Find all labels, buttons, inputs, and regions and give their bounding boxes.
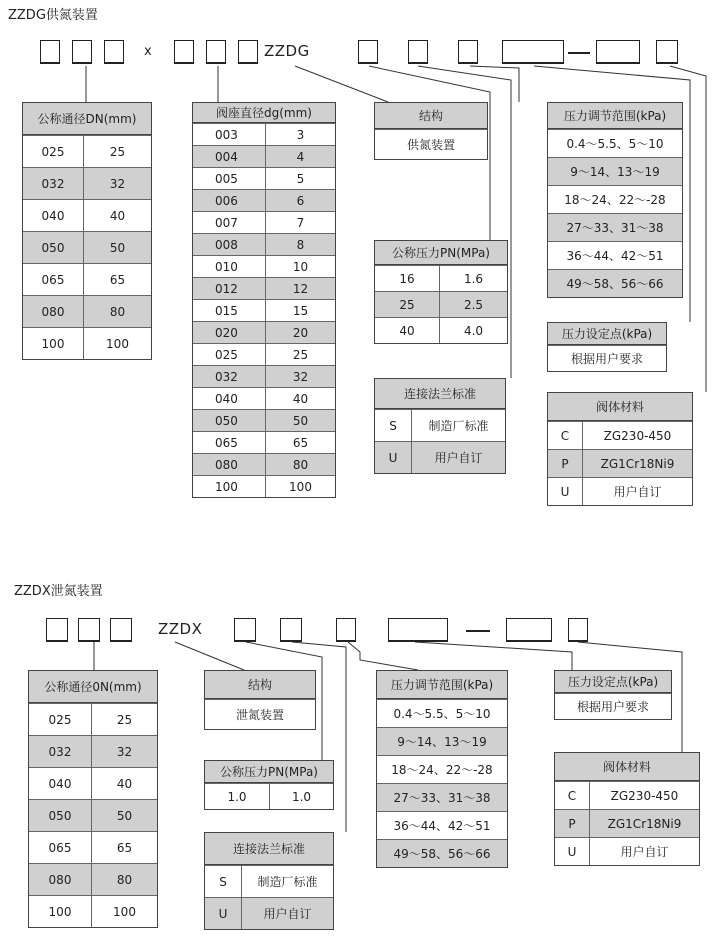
table-cell: 050 xyxy=(48,808,72,823)
table-cell: 供氮装置 xyxy=(406,138,455,152)
table-cell: 65 xyxy=(265,432,335,453)
dn-table xyxy=(28,670,158,928)
table-cell: S xyxy=(389,418,397,433)
table-cell: U xyxy=(560,484,570,499)
table-cell: U xyxy=(388,450,398,465)
table-cell: 27～33、31～38 xyxy=(393,791,491,805)
table-row xyxy=(23,135,151,167)
table-cell: 0.4～5.5、5～10 xyxy=(393,707,491,721)
table-cell: 25 xyxy=(91,704,157,735)
table-cell: 025 xyxy=(215,347,238,362)
table-row xyxy=(193,255,335,277)
table-cell: C xyxy=(567,788,577,803)
table-cell: 用户自订 xyxy=(241,898,333,929)
range-table-header: 压力调节范围(kPa) xyxy=(548,103,682,129)
table-cell: 0.4～5.5、5～10 xyxy=(566,137,664,151)
table-cell: 020 xyxy=(215,325,238,340)
table-cell: 制造厂标准 xyxy=(411,410,505,441)
code-box-wide xyxy=(596,40,640,64)
table-row xyxy=(377,727,507,755)
table-cell: 10 xyxy=(265,256,335,277)
table-row xyxy=(29,799,157,831)
table-cell: 18～24、22～-28 xyxy=(564,193,666,207)
code-box xyxy=(110,618,132,642)
table-cell: 032 xyxy=(215,369,238,384)
table-cell: 用户自订 xyxy=(411,442,505,473)
table-row xyxy=(193,167,335,189)
table-cell: 16 xyxy=(399,271,415,286)
table-row xyxy=(205,897,333,929)
table-row xyxy=(548,213,682,241)
code-box-wide xyxy=(506,618,552,642)
table-row xyxy=(548,477,692,505)
table-cell: 065 xyxy=(215,435,238,450)
table-cell: 制造厂标准 xyxy=(241,866,333,897)
table-cell: 50 xyxy=(83,232,151,263)
table-cell: 008 xyxy=(215,237,238,252)
table-cell: 65 xyxy=(83,264,151,295)
struct-table xyxy=(374,102,488,160)
table-cell: 36～44、42～51 xyxy=(566,249,664,263)
code-box xyxy=(458,40,478,64)
table-cell: 40 xyxy=(265,388,335,409)
flange-table xyxy=(204,832,334,930)
table-cell: 15 xyxy=(265,300,335,321)
table-cell: ZG230-450 xyxy=(589,782,699,809)
table-cell: 50 xyxy=(91,800,157,831)
table-cell: 006 xyxy=(215,193,238,208)
table-cell: 25 xyxy=(83,136,151,167)
model-code: ZZDG xyxy=(264,42,310,60)
table-row xyxy=(23,295,151,327)
table-row xyxy=(193,321,335,343)
table-cell: S xyxy=(219,874,227,889)
setpoint-table xyxy=(554,670,672,720)
table-cell: 12 xyxy=(265,278,335,299)
table-cell: 040 xyxy=(48,776,72,791)
line-setpoint-2 xyxy=(415,642,572,670)
code-box xyxy=(46,618,68,642)
setpoint-table xyxy=(547,322,667,372)
seat-table-header: 阀座直径dg(mm) xyxy=(193,103,335,123)
table-row xyxy=(548,129,682,157)
section1-title: ZZDG供氮装置 xyxy=(8,8,98,23)
table-cell: 32 xyxy=(91,736,157,767)
table-row xyxy=(23,327,151,359)
table-cell: 40 xyxy=(83,200,151,231)
code-box xyxy=(336,618,356,642)
table-cell: 100 xyxy=(215,479,238,494)
flange-table xyxy=(374,378,506,474)
code-box xyxy=(78,618,100,642)
seat-table xyxy=(192,102,336,498)
table-cell: 3 xyxy=(265,124,335,145)
material-table xyxy=(547,392,693,506)
flange-table-header: 连接法兰标准 xyxy=(375,379,505,409)
table-cell: 1.0 xyxy=(227,789,247,804)
table-cell: 010 xyxy=(215,259,238,274)
table-row xyxy=(555,781,699,809)
table-cell: ZG230-450 xyxy=(582,422,692,449)
code-box xyxy=(206,40,226,64)
table-row xyxy=(555,837,699,865)
table-cell: 9～14、13～19 xyxy=(397,735,487,749)
range-table xyxy=(376,670,508,868)
struct-table xyxy=(204,670,316,730)
table-cell: 003 xyxy=(215,127,238,142)
code-box xyxy=(238,40,258,64)
table-cell: 4 xyxy=(265,146,335,167)
table-cell: 80 xyxy=(265,454,335,475)
table-cell: 1.6 xyxy=(439,266,507,291)
table-row xyxy=(193,475,335,497)
code-box xyxy=(280,618,302,642)
table-cell: 50 xyxy=(265,410,335,431)
table-row xyxy=(377,811,507,839)
table-row xyxy=(23,231,151,263)
table-cell: 065 xyxy=(41,272,65,287)
struct-table-header: 结构 xyxy=(205,671,315,699)
table-cell: U xyxy=(218,906,228,921)
code-box xyxy=(656,40,678,64)
line-range-1 xyxy=(470,66,519,102)
code-box xyxy=(174,40,194,64)
table-cell: 025 xyxy=(48,712,72,727)
table-row xyxy=(193,233,335,255)
table-row xyxy=(548,241,682,269)
table-cell: 8 xyxy=(265,234,335,255)
table-row xyxy=(193,145,335,167)
code-box xyxy=(40,40,60,64)
table-cell: 27～33、31～38 xyxy=(566,221,664,235)
table-row xyxy=(548,421,692,449)
table-cell: 080 xyxy=(48,872,72,887)
table-cell: 100 xyxy=(83,328,151,359)
table-cell: 36～44、42～51 xyxy=(393,819,491,833)
table-cell: 1.0 xyxy=(269,784,333,809)
code-box xyxy=(568,618,588,642)
table-row xyxy=(23,167,151,199)
table-row xyxy=(23,199,151,231)
table-row xyxy=(29,863,157,895)
table-cell: 5 xyxy=(265,168,335,189)
table-cell: C xyxy=(560,428,570,443)
table-row xyxy=(377,839,507,867)
table-row xyxy=(375,441,505,473)
table-row xyxy=(555,693,671,719)
table-cell: 080 xyxy=(41,304,65,319)
code-box xyxy=(408,40,428,64)
table-row xyxy=(193,387,335,409)
table-row xyxy=(29,767,157,799)
dash-separator xyxy=(568,52,590,54)
table-row xyxy=(193,453,335,475)
table-row xyxy=(193,277,335,299)
table-cell: 050 xyxy=(215,413,238,428)
table-row xyxy=(205,865,333,897)
table-cell: ZG1Cr18Ni9 xyxy=(589,810,699,837)
table-row xyxy=(375,265,507,291)
table-row xyxy=(377,755,507,783)
table-cell: 6 xyxy=(265,190,335,211)
dn-table xyxy=(22,102,152,360)
table-cell: 100 xyxy=(48,904,72,919)
pn-table-header: 公称压力PN(MPa) xyxy=(205,761,333,783)
table-cell: 7 xyxy=(265,212,335,233)
table-row xyxy=(205,699,315,729)
setpoint-table-header: 压力设定点(kPa) xyxy=(555,671,671,693)
flange-table-header: 连接法兰标准 xyxy=(205,833,333,865)
line-range-2 xyxy=(348,642,418,670)
table-cell: U xyxy=(567,844,577,859)
table-row xyxy=(29,895,157,927)
table-cell: 100 xyxy=(265,476,335,497)
table-row xyxy=(548,269,682,297)
table-cell: 根据用户要求 xyxy=(576,700,649,714)
dn-table-header: 公称通径0N(mm) xyxy=(29,671,157,703)
code-box xyxy=(358,40,378,64)
table-row xyxy=(548,157,682,185)
line-struct-1 xyxy=(295,66,388,102)
table-row xyxy=(377,783,507,811)
table-cell: 025 xyxy=(41,144,65,159)
table-row xyxy=(193,409,335,431)
table-row xyxy=(548,185,682,213)
table-row xyxy=(375,409,505,441)
model-code: ZZDX xyxy=(158,620,203,638)
table-cell: P xyxy=(568,816,576,831)
code-box xyxy=(104,40,124,64)
table-cell: 032 xyxy=(48,744,72,759)
table-cell: 25 xyxy=(265,344,335,365)
struct-table-header: 结构 xyxy=(375,103,487,129)
code-box-wide xyxy=(502,40,564,64)
dn-table-header: 公称通径DN(mm) xyxy=(23,103,151,135)
table-row xyxy=(205,783,333,809)
table-cell: 2.5 xyxy=(439,292,507,317)
code-box-wide xyxy=(388,618,448,642)
table-cell: 065 xyxy=(48,840,72,855)
table-row xyxy=(29,703,157,735)
table-cell: 用户自订 xyxy=(589,838,699,865)
table-cell: 32 xyxy=(83,168,151,199)
table-row xyxy=(375,129,487,159)
table-row xyxy=(193,431,335,453)
range-table-header: 压力调节范围(kPa) xyxy=(377,671,507,699)
table-cell: 65 xyxy=(91,832,157,863)
table-cell: 32 xyxy=(265,366,335,387)
table-cell: P xyxy=(561,456,569,471)
code-box xyxy=(234,618,256,642)
table-row xyxy=(193,211,335,233)
table-cell: 49～58、56～66 xyxy=(566,277,664,291)
table-cell: 40 xyxy=(399,323,415,338)
table-cell: 9～14、13～19 xyxy=(570,165,660,179)
table-row xyxy=(29,831,157,863)
table-cell: 18～24、22～-28 xyxy=(391,763,493,777)
table-cell: 100 xyxy=(41,336,65,351)
table-row xyxy=(548,345,666,371)
section2-title: ZZDX泄氮装置 xyxy=(14,584,103,599)
table-cell: 25 xyxy=(399,297,415,312)
material-table xyxy=(554,752,700,866)
pn-table xyxy=(374,240,508,344)
table-cell: 040 xyxy=(215,391,238,406)
table-row xyxy=(548,449,692,477)
table-cell: 080 xyxy=(215,457,238,472)
table-cell: 用户自订 xyxy=(582,478,692,505)
table-row xyxy=(377,699,507,727)
table-cell: 4.0 xyxy=(439,318,507,343)
line-struct-2 xyxy=(175,642,244,670)
table-row xyxy=(193,299,335,321)
pn-table-header: 公称压力PN(MPa) xyxy=(375,241,507,265)
table-cell: 007 xyxy=(215,215,238,230)
pn-table xyxy=(204,760,334,810)
table-cell: 49～58、56～66 xyxy=(393,847,491,861)
table-row xyxy=(193,365,335,387)
table-row xyxy=(375,317,507,343)
table-cell: 泄氮装置 xyxy=(235,708,284,722)
material-table-header: 阀体材料 xyxy=(548,393,692,421)
table-cell: ZG1Cr18Ni9 xyxy=(582,450,692,477)
table-cell: 015 xyxy=(215,303,238,318)
table-cell: 050 xyxy=(41,240,65,255)
x-separator: x xyxy=(144,44,153,59)
dash-separator xyxy=(466,630,490,632)
range-table xyxy=(547,102,683,298)
table-row xyxy=(375,291,507,317)
table-cell: 根据用户要求 xyxy=(570,352,643,366)
table-row xyxy=(29,735,157,767)
table-row xyxy=(193,123,335,145)
table-row xyxy=(193,189,335,211)
table-cell: 040 xyxy=(41,208,65,223)
table-cell: 80 xyxy=(83,296,151,327)
table-cell: 032 xyxy=(41,176,65,191)
table-cell: 005 xyxy=(215,171,238,186)
material-table-header: 阀体材料 xyxy=(555,753,699,781)
table-row xyxy=(555,809,699,837)
table-cell: 100 xyxy=(91,896,157,927)
table-cell: 20 xyxy=(265,322,335,343)
setpoint-table-header: 压力设定点(kPa) xyxy=(548,323,666,345)
table-cell: 40 xyxy=(91,768,157,799)
table-cell: 004 xyxy=(215,149,238,164)
table-cell: 012 xyxy=(215,281,238,296)
table-row xyxy=(23,263,151,295)
table-row xyxy=(193,343,335,365)
code-box xyxy=(72,40,92,64)
table-cell: 80 xyxy=(91,864,157,895)
